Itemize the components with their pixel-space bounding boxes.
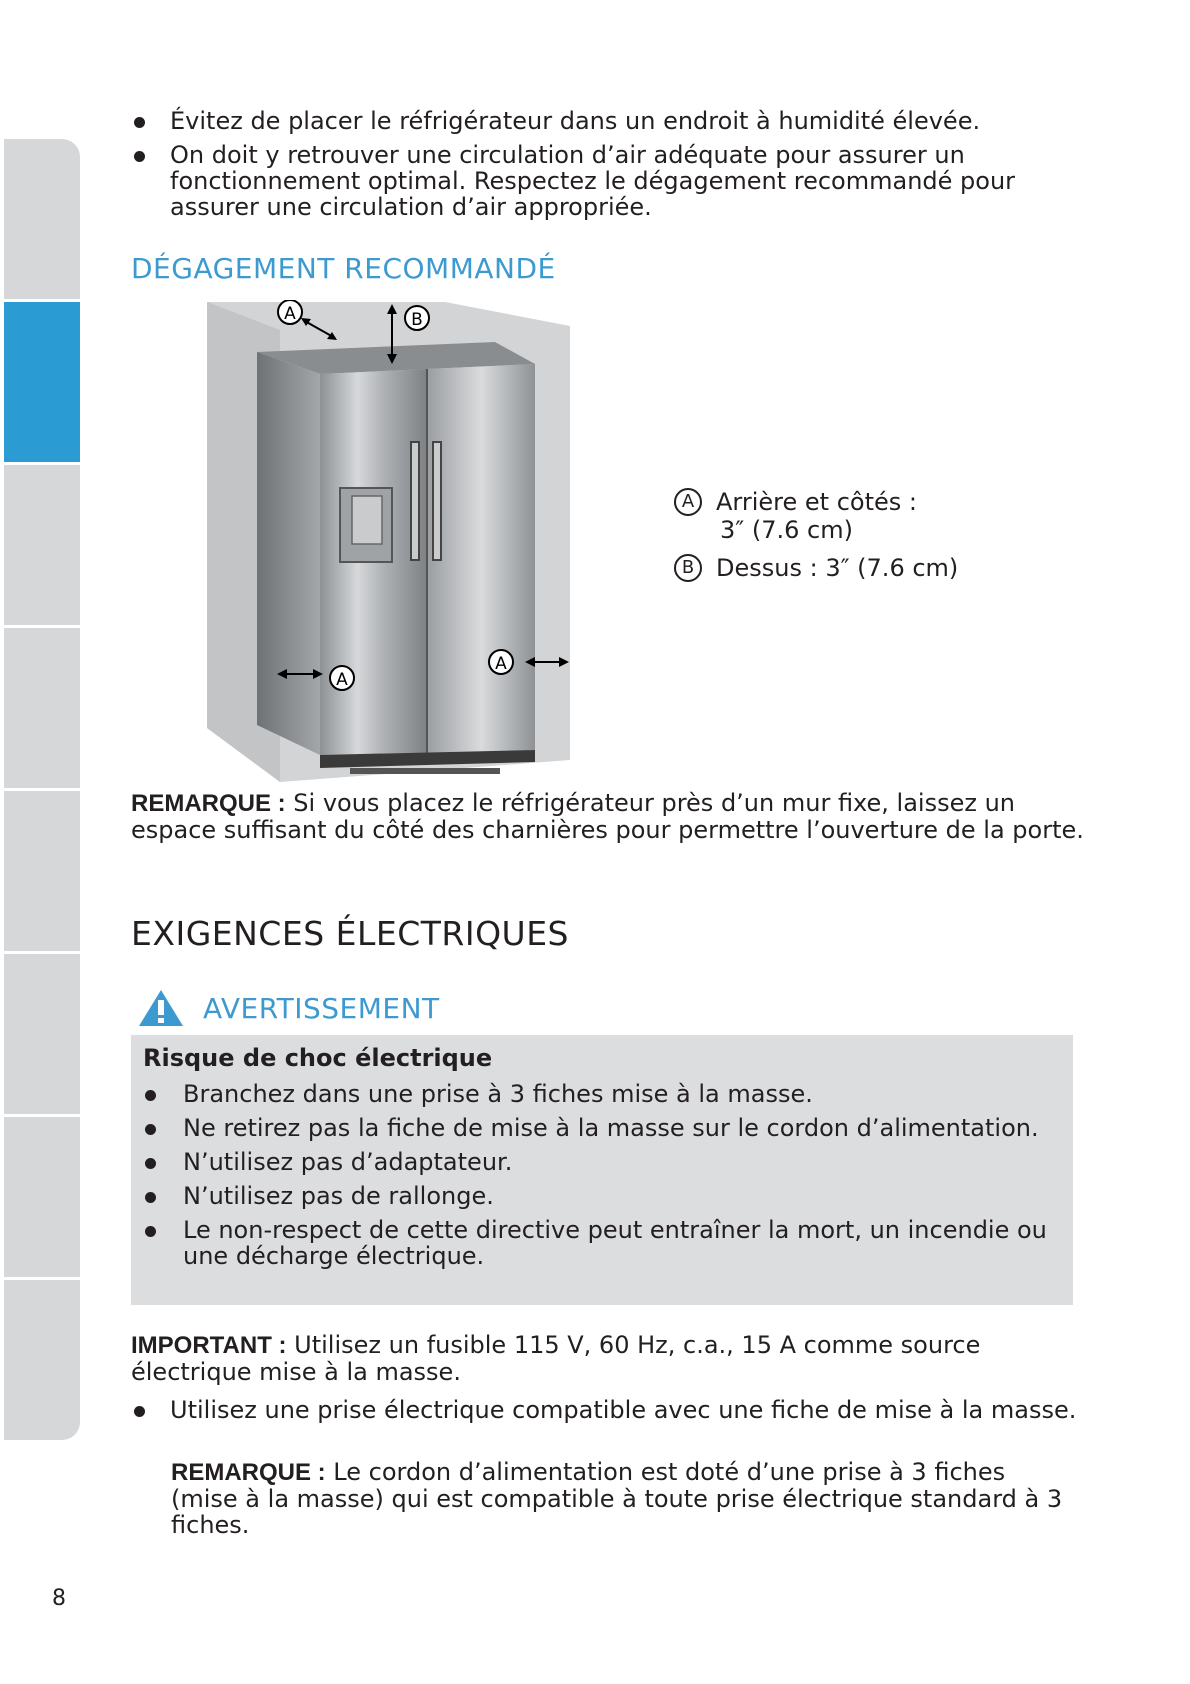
warning-label: AVERTISSEMENT [203, 991, 440, 1025]
section-tab[interactable] [4, 139, 80, 299]
section-tabs [4, 139, 80, 1443]
electrical-title: EXIGENCES ÉLECTRIQUES [131, 914, 570, 953]
warning-box [131, 1035, 1073, 1305]
note-label: REMARQUE : [131, 790, 286, 817]
list-item: Ne retirez pas la fiche de mise à la masse sur le cordon d’alimentation. [141, 1115, 1061, 1141]
section-tab-active[interactable] [4, 302, 80, 462]
note-text: Le cordon d’alimentation est doté d’une prise à 3 fiches (mise à la masse) qui est compatible à toute prise électrique standard à 3 fiches. [171, 1458, 1063, 1539]
legend-row-b [674, 554, 958, 582]
note-label: REMARQUE : [171, 1459, 326, 1486]
list-item: Branchez dans une prise à 3 fiches mise à la masse. [141, 1081, 1061, 1107]
list-item: Évitez de placer le réfrigérateur dans un endroit à humidité élevée. [130, 108, 1090, 134]
page-number: 8 [52, 1586, 66, 1611]
list-item: Utilisez une prise électrique compatible avec une fiche de mise à la masse. [130, 1397, 1090, 1423]
section-tab[interactable] [4, 954, 80, 1114]
list-item: N’utilisez pas d’adaptateur. [141, 1149, 1061, 1175]
legend-a-line1: Arrière et côtés : [716, 488, 917, 516]
mark-a: A [674, 488, 702, 516]
section-tab[interactable] [4, 628, 80, 788]
important-label: IMPORTANT : [131, 1332, 287, 1359]
warning-list [141, 1081, 1061, 1277]
warning-subtitle: Risque de choc électrique [143, 1044, 493, 1072]
intro-bullets [130, 108, 1090, 228]
outlet-bullets [130, 1397, 1090, 1431]
section-tab[interactable] [4, 1280, 80, 1440]
mark-b-top: B [411, 310, 423, 330]
warning-icon [137, 988, 185, 1028]
list-item: On doit y retrouver une circulation d’air adéquate pour assurer un fonctionnement optimal. Respectez le dégagement recommandé pour assurer une circulation d’air appropriée. [130, 142, 1090, 220]
important-text: Utilisez un fusible 115 V, 60 Hz, c.a., 15 A comme source électrique mise à la masse. [131, 1331, 981, 1386]
note-hinge [131, 790, 1091, 843]
clearance-legend [674, 488, 958, 592]
note-cord [171, 1459, 1071, 1538]
mark-a-top: A [284, 304, 296, 324]
section-tab[interactable] [4, 465, 80, 625]
list-item: Le non-respect de cette directive peut entraîner la mort, un incendie ou une décharge électrique. [141, 1217, 1061, 1269]
legend-b-line1: Dessus : 3″ (7.6 cm) [716, 554, 959, 582]
fridge-side [257, 352, 320, 755]
mark-a-left: A [336, 670, 348, 690]
mark-b: B [674, 554, 702, 582]
door-handle-left [411, 442, 419, 560]
list-item: N’utilisez pas de rallonge. [141, 1183, 1061, 1209]
section-tab[interactable] [4, 791, 80, 951]
important-note [131, 1332, 1091, 1385]
warning-heading [137, 988, 440, 1028]
mark-a-right: A [495, 654, 507, 674]
fridge-clearance-diagram [195, 300, 575, 790]
legend-row-a [674, 488, 958, 544]
legend-a-line2: 3″ (7.6 cm) [720, 516, 853, 544]
section-tab[interactable] [4, 1117, 80, 1277]
door-handle-right [433, 442, 441, 560]
clearance-title: DÉGAGEMENT RECOMMANDÉ [131, 252, 556, 285]
note-text: Si vous placez le réfrigérateur près d’un mur fixe, laissez un espace suffisant du côté des charnières pour permettre l’ouverture de la porte. [131, 789, 1084, 844]
fridge-door-right [427, 364, 535, 753]
